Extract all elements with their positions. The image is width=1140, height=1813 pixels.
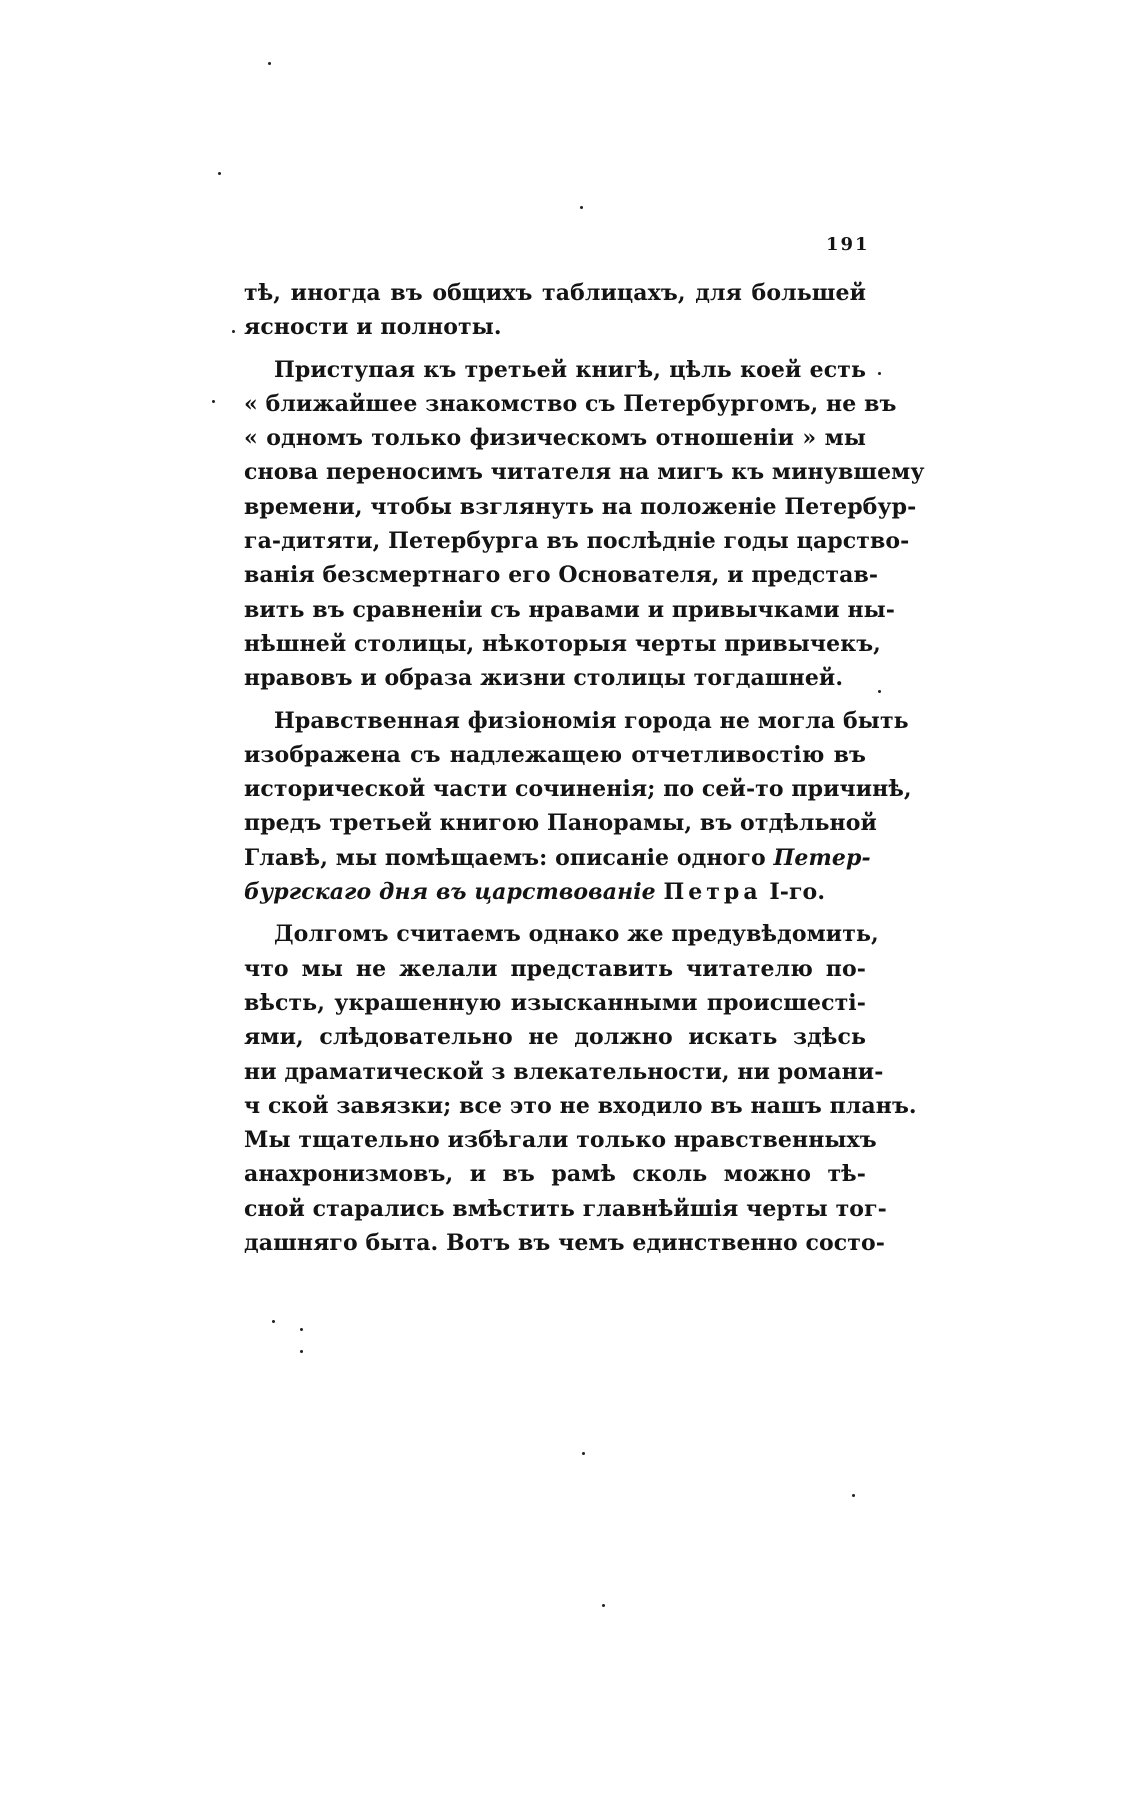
text-line: изображена съ надлежащею отчетливостію въ <box>244 741 866 768</box>
scan-speck <box>218 172 221 175</box>
text-line: нѣшней столицы, нѣкоторыя черты привычекъ, <box>244 630 881 657</box>
text-line: дашняго быта. Вотъ въ чемъ единственно состо- <box>244 1230 885 1257</box>
text-line: времени, чтобы взглянуть на положеніе Петербур- <box>244 493 917 520</box>
text-line: Мы тщательно избѣгали только нравственныхъ <box>244 1127 877 1154</box>
text-line: вѣсть, украшенную изысканными происшесті- <box>244 989 866 1016</box>
text-line: вить въ сравненіи съ нравами и привычками ны- <box>244 596 896 623</box>
text-line: ч ской завязки; все это не входило въ нашъ планъ. <box>244 1092 917 1119</box>
text-segment: Главѣ, мы помѣщаемъ: описаніе одного <box>244 844 766 871</box>
text-line: ясности и полноты. <box>244 314 502 341</box>
text-line: га-дитяти, Петербурга въ послѣдніе годы царство- <box>244 528 910 555</box>
scan-speck <box>582 1452 585 1455</box>
scan-speck <box>878 690 881 693</box>
scan-speck <box>272 1320 275 1323</box>
text-line: ванія безсмертнаго его Основателя, и представ- <box>244 562 879 589</box>
scan-speck <box>580 206 583 209</box>
italic-title-start: Петер- <box>773 844 871 871</box>
scan-speck <box>212 400 215 403</box>
scan-speck <box>300 1350 303 1353</box>
text-line: « одномъ только физическомъ отношеніи » мы <box>244 425 866 452</box>
text-line: Долгомъ считаемъ однако же предувѣдомить, <box>274 921 879 948</box>
text-line: что мы не желали представить читателю по- <box>244 955 866 982</box>
text-line: нравовъ и образа жизни столицы тогдашней. <box>244 665 844 692</box>
text-line: ями, слѣдовательно не должно искать здѣсь <box>244 1024 866 1051</box>
scan-speck <box>300 1328 303 1331</box>
text-line: ни драматической з влекательности, ни романи- <box>244 1058 884 1085</box>
text-line: Приступая къ третьей книгѣ, цѣль коей есть <box>274 356 866 383</box>
text-line: тѣ, иногда въ общихъ таблицахъ, для большей <box>244 280 866 306</box>
tsar-ordinal: I-го. <box>769 879 826 906</box>
text-line: анахронизмовъ, и въ рамѣ сколь можно тѣ- <box>244 1161 866 1188</box>
text-line: сной старались вмѣстить главнѣйшія черты тог- <box>244 1195 887 1222</box>
scan-speck <box>268 62 271 65</box>
body-text <box>244 276 925 1260</box>
text-line: предъ третьей книгою Панорамы, въ отдѣльной <box>244 810 877 837</box>
text-line <box>244 841 871 875</box>
text-line: исторической части сочиненія; по сей-то причинѣ, <box>244 776 912 803</box>
scan-speck <box>852 1494 855 1497</box>
tsar-name: Петра <box>663 879 762 906</box>
page-number: 191 <box>826 234 870 255</box>
scan-speck <box>878 372 881 375</box>
text-line: Нравственная физіономія города не могла быть <box>274 707 909 734</box>
italic-title-end: бургскаго дня въ царствованіе <box>244 879 656 906</box>
text-line <box>244 875 866 909</box>
text-line: « ближайшее знакомство съ Петербургомъ, не въ <box>244 390 897 417</box>
text-line: снова переносимъ читателя на мигъ къ минувшему <box>244 459 925 486</box>
scan-speck <box>602 1604 605 1607</box>
scan-speck <box>232 330 235 333</box>
